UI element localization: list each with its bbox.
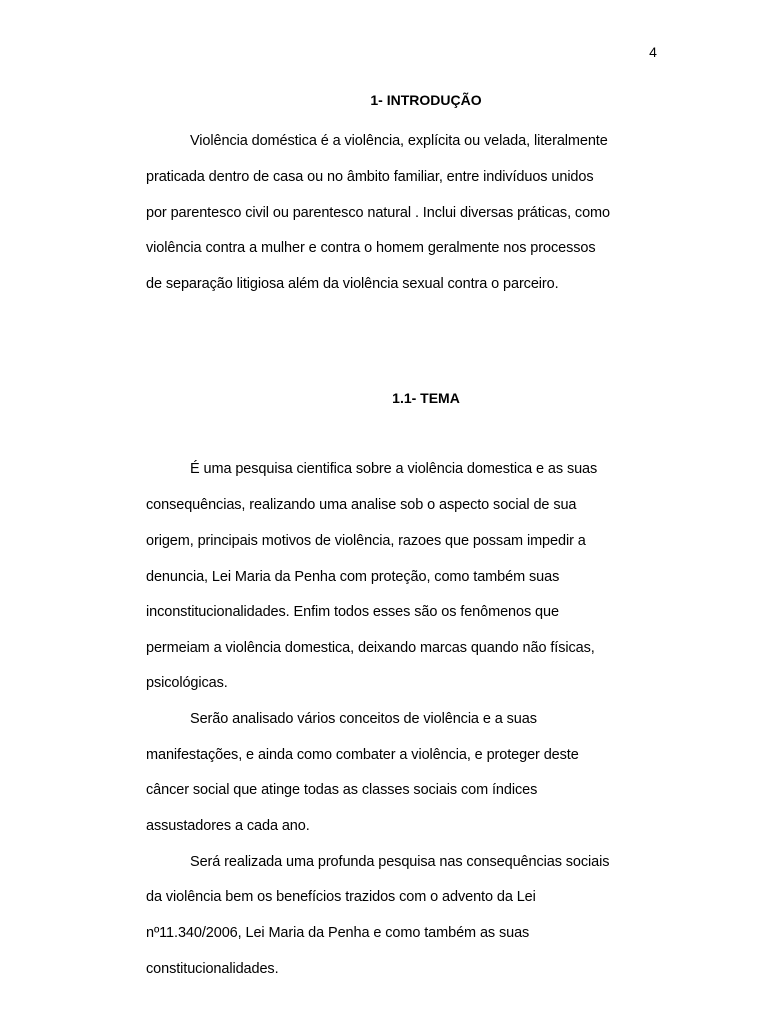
text-line: permeiam a violência domestica, deixando marcas quando não físicas,: [146, 640, 595, 656]
text-line: constitucionalidades.: [146, 961, 279, 977]
text-line: inconstitucionalidades. Enfim todos esses são os fenômenos que: [146, 604, 559, 620]
text-line: violência contra a mulher e contra o homem geralmente nos processos: [146, 240, 596, 256]
text-line: denuncia, Lei Maria da Penha com proteção, como também suas: [146, 569, 560, 585]
text-line: psicológicas.: [146, 675, 228, 691]
text-line: nº11.340/2006, Lei Maria da Penha e como também as suas: [146, 925, 530, 941]
text-line: da violência bem os benefícios trazidos com o advento da Lei: [146, 889, 536, 905]
text-line: Violência doméstica é a violência, explícita ou velada, literalmente: [190, 133, 608, 149]
text-line: manifestações, e ainda como combater a violência, e proteger deste: [146, 747, 579, 763]
text-line: por parentesco civil ou parentesco natural . Inclui diversas práticas, como: [146, 205, 610, 221]
section-title-tema: 1.1- TEMA: [392, 390, 460, 406]
text-line: câncer social que atinge todas as classes sociais com índices: [146, 782, 538, 798]
text-line: Será realizada uma profunda pesquisa nas consequências sociais: [190, 854, 610, 870]
page-number: 4: [649, 44, 657, 60]
text-line: É uma pesquisa cientifica sobre a violência domestica e as suas: [190, 461, 598, 477]
text-line: consequências, realizando uma analise sob o aspecto social de sua: [146, 497, 577, 513]
section-title-introducao: 1- INTRODUÇÃO: [370, 92, 482, 108]
text-line: Serão analisado vários conceitos de violência e a suas: [190, 711, 537, 727]
text-line: origem, principais motivos de violência, razoes que possam impedir a: [146, 533, 586, 549]
text-line: de separação litigiosa além da violência sexual contra o parceiro.: [146, 276, 559, 292]
text-line: assustadores a cada ano.: [146, 818, 310, 834]
text-line: praticada dentro de casa ou no âmbito familiar, entre indivíduos unidos: [146, 169, 594, 185]
